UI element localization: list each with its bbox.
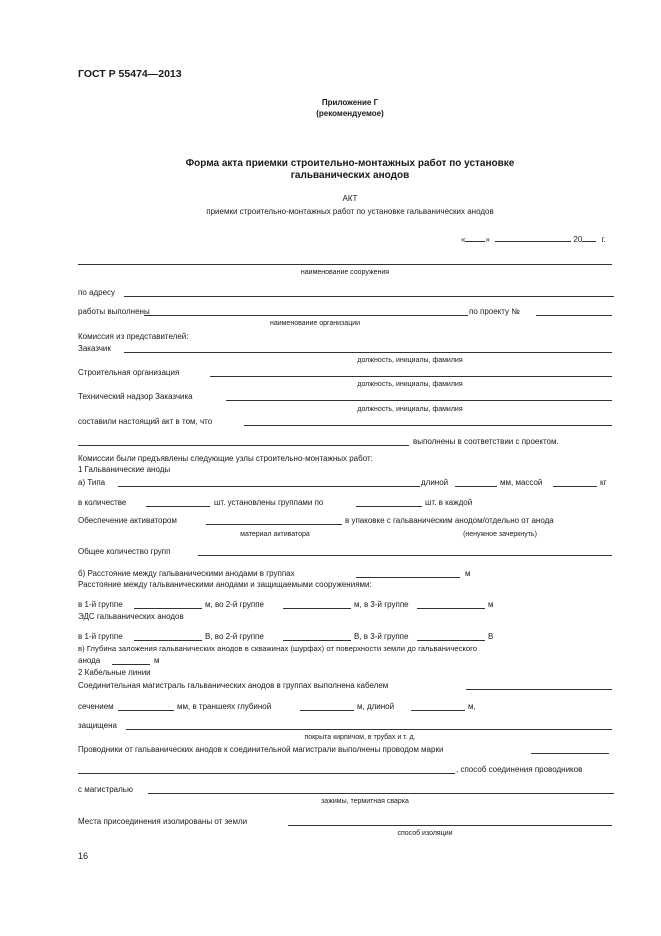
section-1-heading: 1 Гальванические аноды <box>78 465 171 474</box>
position-caption-2: должность, инициалы, фамилия <box>357 381 463 388</box>
with-trunk-label: с магистралью <box>78 785 133 794</box>
emf-g1-label: в 1-й группе <box>78 632 123 641</box>
trench-depth-field[interactable] <box>300 710 354 711</box>
anode-label: анода <box>78 656 101 665</box>
facility-caption: наименование сооружения <box>300 269 390 276</box>
project-number-field[interactable] <box>536 315 612 316</box>
date-quote-open: « <box>461 235 466 244</box>
depth-field[interactable] <box>112 664 150 665</box>
strike-out-caption: (ненужное зачеркнуть) <box>463 531 537 538</box>
distance-structures-label: Расстояние между гальваническими анодами и защищаемыми сооружениями: <box>78 580 372 589</box>
total-groups-label: Общее количество групп <box>78 547 171 556</box>
dist-g1-field[interactable] <box>134 608 202 609</box>
quantity-label: в количестве <box>78 498 127 507</box>
insulation-caption: способ изоляции <box>397 830 453 837</box>
dist-unit: м <box>488 600 494 609</box>
trench-label: мм, в траншеях глубиной <box>177 702 272 711</box>
each-label: шт. в каждой <box>425 498 473 507</box>
distance-field[interactable] <box>356 577 460 578</box>
address-field[interactable] <box>124 296 614 297</box>
position-caption-1: должность, инициалы, фамилия <box>357 357 463 364</box>
wire-continuation-field[interactable] <box>78 773 455 774</box>
cable-field[interactable] <box>466 689 612 690</box>
section-field[interactable] <box>118 710 174 711</box>
depth-unit: м <box>154 656 160 665</box>
emf-g2-field[interactable] <box>283 640 351 641</box>
act-subtitle: приемки строительно-монтажных работ по установке гальванических анодов <box>206 207 494 216</box>
trunk-label: Соединительная магистраль гальванических анодов в группах выполнена кабелем <box>78 681 389 690</box>
activator-field[interactable] <box>206 524 342 525</box>
supervision-label: Технический надзор Заказчика <box>78 392 193 401</box>
year-field[interactable] <box>582 233 596 242</box>
distance-label: б) Расстояние между гальваническими анодами в группах <box>78 569 295 578</box>
month-field[interactable] <box>495 233 571 242</box>
builder-label: Строительная организация <box>78 368 180 377</box>
per-group-field[interactable] <box>356 506 422 507</box>
emf-g1-field[interactable] <box>134 640 202 641</box>
length2-unit: м, <box>468 702 476 711</box>
presented-label: Комиссии были предъявлены следующие узлы строительно-монтажных работ: <box>78 454 373 463</box>
mass-field[interactable] <box>553 486 597 487</box>
dist-g1-label: в 1-й группе <box>78 600 123 609</box>
date-quote-close: » <box>485 235 490 244</box>
commission-label: Комиссия из представителей: <box>78 332 189 341</box>
emf-g3-label: В, в 3-й группе <box>354 632 409 641</box>
kg-label: кг <box>600 478 607 487</box>
supervision-field[interactable] <box>226 400 612 401</box>
type-field[interactable] <box>118 486 420 487</box>
done-per-project-label: выполнены в соответствии с проектом. <box>413 437 559 446</box>
drew-up-label: составили настоящий акт в том, что <box>78 417 213 426</box>
activator-caption: материал активатора <box>240 531 310 538</box>
packaging-label: в упаковке с гальваническим анодом/отдельно от анода <box>345 516 554 525</box>
total-groups-field[interactable] <box>198 555 612 556</box>
protected-label: защищена <box>78 721 117 730</box>
insulated-label: Места присоединения изолированы от земли <box>78 817 248 826</box>
page-number: 16 <box>78 851 89 861</box>
quantity-field[interactable] <box>146 506 210 507</box>
dist-g3-label: м, в 3-й группе <box>354 600 409 609</box>
distance-unit: м <box>465 569 471 578</box>
cable-length-field[interactable] <box>411 710 465 711</box>
dist-g2-label: м, во 2-й группе <box>205 600 264 609</box>
mass-label: мм, массой <box>500 478 543 487</box>
organization-caption: наименование организации <box>269 320 361 327</box>
by-project-label: по проекту № <box>469 307 520 316</box>
act-word: АКТ <box>342 194 358 203</box>
day-field[interactable] <box>465 233 485 242</box>
appendix-title: Приложение Г <box>321 98 379 107</box>
wire-brand-field[interactable] <box>531 753 609 754</box>
depth-label: в) Глубина заложения гальванических анодов в скважинах (шурфах) от поверхности земли до гальванического <box>78 644 478 653</box>
year-prefix: 20 <box>573 235 583 244</box>
connection-field[interactable] <box>148 793 614 794</box>
section-2-heading: 2 Кабельные линии <box>78 668 151 677</box>
address-label: по адресу <box>78 288 116 297</box>
activator-label: Обеспечение активатором <box>78 516 177 525</box>
date-line <box>461 233 606 244</box>
standard-code: ГОСТ Р 55474—2013 <box>78 68 182 80</box>
protection-caption: покрыта кирпичом, в трубах и т. д. <box>304 734 416 741</box>
length2-label: м, длиной <box>357 702 395 711</box>
connection-caption: зажимы, термитная сварка <box>321 798 409 805</box>
organization-field[interactable] <box>144 315 468 316</box>
connection-method-label: , способ соединения проводников <box>456 765 583 774</box>
works-done-label: работы выполнены <box>78 307 150 316</box>
installed-groups-label: шт. установлены группами по <box>214 498 324 507</box>
emf-g2-label: В, во 2-й группе <box>205 632 264 641</box>
type-label: а) Типа <box>78 478 106 487</box>
builder-field[interactable] <box>210 376 612 377</box>
year-suffix: г. <box>601 235 606 244</box>
dist-g3-field[interactable] <box>417 608 485 609</box>
conductors-label: Проводники от гальванических анодов к соединительной магистрали выполнены проводом марки <box>78 745 444 754</box>
appendix-subtitle: (рекомендуемое) <box>316 109 384 118</box>
emf-g3-field[interactable] <box>417 640 485 641</box>
dist-g2-field[interactable] <box>283 608 351 609</box>
emf-unit: В <box>488 632 494 641</box>
emf-label: ЭДС гальванических анодов <box>78 612 184 621</box>
position-caption-3: должность, инициалы, фамилия <box>357 406 463 413</box>
protection-field[interactable] <box>126 729 612 730</box>
length-label: длиной <box>421 478 449 487</box>
customer-label: Заказчик <box>78 344 111 353</box>
customer-field[interactable] <box>124 352 612 353</box>
works-description-field[interactable] <box>78 445 409 446</box>
facility-field[interactable] <box>78 264 612 265</box>
form-title-line2: гальванических анодов <box>290 170 410 181</box>
insulation-field[interactable] <box>288 825 612 826</box>
drew-up-field[interactable] <box>244 425 612 426</box>
section-label: сечением <box>78 702 114 711</box>
length-field[interactable] <box>455 486 497 487</box>
form-title-line1: Форма акта приемки строительно-монтажных работ по установке <box>185 158 515 169</box>
